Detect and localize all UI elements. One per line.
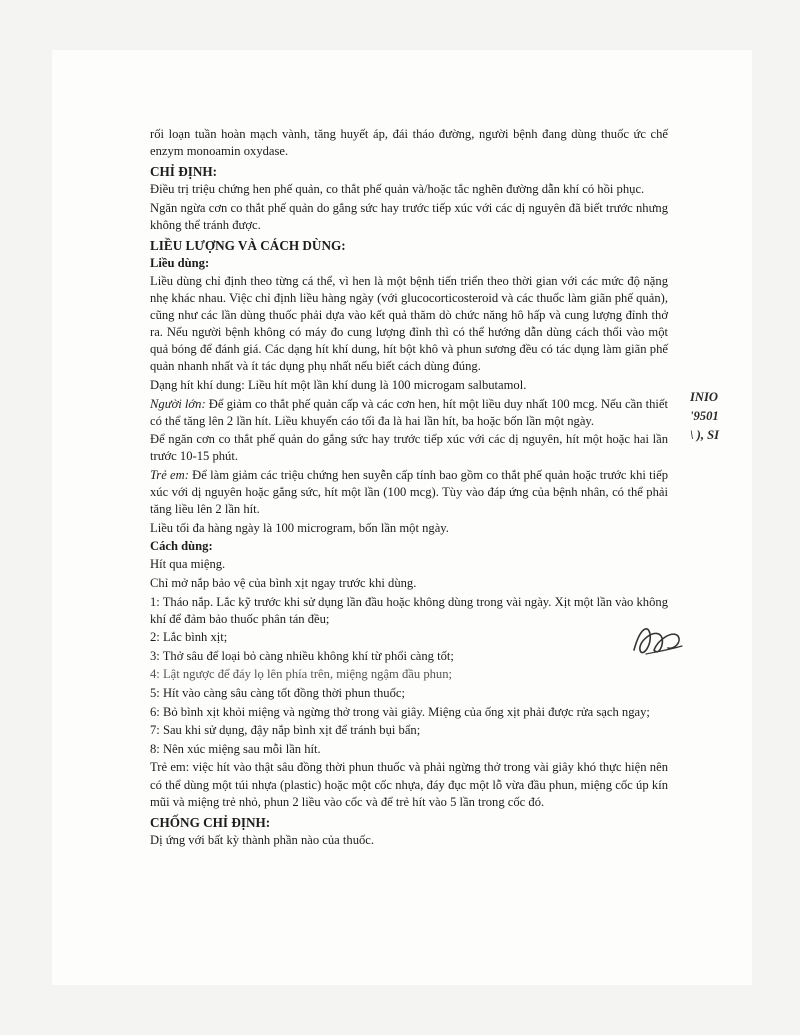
paragraph-lieu-toi-da: Liều tối đa hàng ngày là 100 microgram, bốn lần một ngày. — [150, 520, 449, 535]
paragraph-de-ngan: Để ngăn cơn co thắt phế quản do gắng sức hay trước tiếp xúc với các dị nguyên, hít một hoặc hai lần trước 10-15 phút. — [150, 432, 668, 464]
subheading-cach-dung: Cách dùng: — [150, 539, 213, 554]
label-nguoi-lon: Người lớn: — [150, 396, 206, 411]
text-nguoi-lon: Để giảm co thắt phế quản cấp và các cơn hen, hít một liều duy nhất 100 mcg. Nếu cần thiết có thể tăng lên 2 lần hít. Liều khuyến cáo tối đa là hai lần hít, ba hoặc bốn lần một ngày. — [150, 396, 668, 428]
margin-stamp-line-1: INIO — [690, 390, 718, 404]
paragraph-tre-em — [150, 467, 668, 518]
step-6: 6: Bỏ bình xịt khỏi miệng và ngừng thở trong vài giây. Miệng của ống xịt phải được rửa sạch ngay; — [150, 704, 650, 719]
text-tre-em: Để làm giảm các triệu chứng hen suyễn cấp tính bao gồm co thắt phế quản hoặc trước khi tiếp xúc với dị nguyên hoặc gắng sức, hít một lần (100 mcg). Tùy vào đáp ứng của bệnh nhân, có thể phải tăng liều lên 2 lần hít. — [150, 468, 668, 517]
step-2: 2: Lắc bình xịt; — [150, 630, 228, 645]
handwritten-signature — [628, 620, 688, 664]
step-1: 1: Tháo nắp. Lắc kỹ trước khi sử dụng lần đầu hoặc không dùng trong vài ngày. Xịt một lần vào không khí để đảm bảo thuốc phân tán đều; — [150, 594, 668, 626]
heading-lieu-luong: LIỀU LƯỢNG VÀ CÁCH DÙNG: — [150, 237, 346, 253]
paragraph-intro: rối loạn tuần hoàn mạch vành, tăng huyết áp, đái tháo đường, người bệnh đang dùng thuốc ức chế enzym monoamin oxydase. — [150, 127, 668, 159]
paragraph-chi-dinh-2: Ngăn ngừa cơn co thắt phế quản do gắng sức hay trước tiếp xúc với các dị nguyên đã biết trước nhưng không thể tránh được. — [150, 200, 668, 232]
document-body — [150, 126, 668, 850]
paragraph-chong-chi-dinh: Dị ứng với bất kỳ thành phần nào của thuốc. — [150, 832, 375, 847]
margin-stamp-fragment — [690, 388, 719, 445]
step-8: 8: Nên xúc miệng sau mỗi lần hít. — [150, 741, 321, 756]
step-7: 7: Sau khi sử dụng, đậy nắp bình xịt để tránh bụi bẩn; — [150, 723, 421, 738]
heading-chi-dinh: CHỈ ĐỊNH: — [150, 164, 218, 180]
subheading-lieu-dung: Liều dùng: — [150, 255, 210, 270]
paragraph-hit-qua-mieng: Hít qua miệng. — [150, 557, 226, 572]
step-4: 4: Lật ngược để đáy lọ lên phía trên, miệng ngậm đầu phun; — [150, 667, 453, 682]
step-5: 5: Hít vào càng sâu càng tốt đồng thời phun thuốc; — [150, 686, 405, 701]
step-3: 3: Thở sâu để loại bỏ càng nhiều không khí từ phổi càng tốt; — [150, 648, 454, 663]
heading-chong-chi-dinh: CHỐNG CHỈ ĐỊNH: — [150, 814, 271, 830]
margin-stamp-line-2: '9501 — [690, 409, 719, 423]
paragraph-tre-em-2: Trẻ em: việc hít vào thật sâu đồng thời phun thuốc và phải ngừng thở trong vài giây khó thực hiện nên có thể dùng một túi nhựa (plastic) hoặc một cốc nhựa, đáy đục một lỗ vừa đầu phun, miệng cốc úp kín mũi và miệng trẻ nhỏ, phun 2 liều vào cốc và để trẻ hít vào 5 lần trong cốc đó. — [150, 760, 668, 809]
margin-stamp-line-3: \ ), SI — [690, 428, 720, 442]
paragraph-nguoi-lon — [150, 396, 668, 430]
paragraph-dang-hit: Dạng hít khí dung: Liều hít một lần khí dung là 100 microgam salbutamol. — [150, 378, 527, 393]
paragraph-lieu-dung: Liều dùng chỉ định theo từng cá thể, vì hen là một bệnh tiến triển theo thời gian với các mức độ nặng nhẹ khác nhau. Việc chỉ định liều hàng ngày (với glucocorticosteroid và các thuốc làm giãn phế quản), cũng như các lần dùng thuốc phải dựa vào kết quả thăm dò chức năng hô hấp và cung lượng đỉnh thở ra. Nếu người bệnh không có máy đo cung lượng đỉnh thì có thể hướng dẫn dùng cách thổi vào một quả bóng để đánh giá. Các dạng hít khí dung, hít bột khô và phun sương đều có tác dụng làm giãn phế quản nhanh nhất và ít tác dụng phụ nhất nếu biết cách dùng đúng. — [150, 273, 668, 374]
paragraph-chi-mo-nap: Chỉ mở nắp bảo vệ của bình xịt ngay trước khi dùng. — [150, 575, 417, 590]
label-tre-em: Trẻ em: — [150, 468, 189, 482]
paragraph-chi-dinh-1: Điều trị triệu chứng hen phế quản, co thắt phế quản và/hoặc tắc nghẽn đường dẫn khí có hồi phục. — [150, 182, 645, 197]
